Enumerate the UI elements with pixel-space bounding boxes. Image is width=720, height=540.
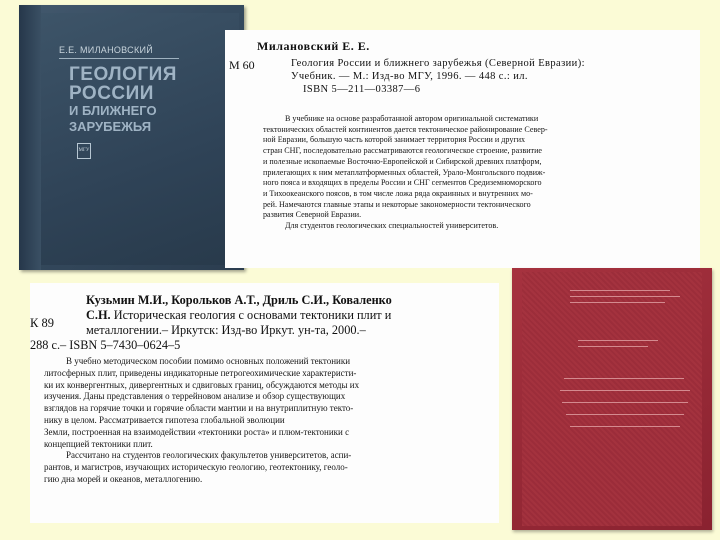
abstract-line: и полезные ископаемые Восточно-Европейской и Сибирской древних платформ, (263, 156, 542, 166)
biblio-line: ISBN 5—211—03387—6 (303, 84, 421, 95)
card-index-code: М 60 (229, 58, 255, 72)
book-cover-title (69, 65, 209, 135)
authors-line: С.Н. (86, 308, 111, 322)
abstract-line: Для студентов геологических специальностей университетов. (285, 221, 499, 231)
biblio-line: Учебник. — М.: Изд-во МГУ, 1996. — 448 с.: ил. (291, 71, 528, 82)
cover-rule (570, 426, 680, 427)
abstract-line: и Тихоокеанского поясов, в том числе ложа ряда окраинных и внутренних мо- (263, 188, 533, 198)
abstract-line: развития Северной Евразии. (263, 210, 362, 220)
authors-line: Кузьмин М.И., Корольков А.Т., Дриль С.И., Коваленко (86, 293, 392, 307)
card-index-code: К 89 (30, 316, 54, 330)
book-front (522, 272, 702, 526)
abstract-line: рантов, и магистров, изучающих историческую геологию, геотектонику, геоло- (44, 462, 348, 473)
book-spine (19, 5, 41, 270)
cover-subtitle-line: ЗАРУБЕЖЬЯ (69, 119, 152, 134)
desc-line: металлогении.– Иркутск: Изд-во Иркут. ун-та, 2000.– (86, 323, 366, 337)
abstract-line: изучения. Даны представления о террейновом анализе и обзор существующих (44, 391, 346, 402)
abstract-line: стран СНГ, последовательно рассматриваются геологическое строение, развитие (263, 146, 542, 156)
abstract-line: гию дна морей и океанов, металлогению. (44, 473, 203, 484)
cover-rule (570, 296, 680, 297)
abstract-line: концепцией тектоники плит. (44, 438, 153, 449)
card-abstract (263, 114, 697, 232)
book-cover-historical-geology (512, 268, 712, 530)
desc-line (86, 308, 496, 323)
abstract-line: взглядов на горячие точки и горячие области мантии и на внутриплитную текто- (44, 403, 354, 414)
cover-rule (570, 302, 665, 303)
cover-rule (578, 340, 658, 341)
cover-title-line: РОССИИ (69, 83, 154, 104)
publisher-emblem-icon: МГУ (77, 143, 91, 159)
card-biblio (291, 57, 695, 96)
abstract-line: В учебно методическом пособии помимо основных положений тектоники (66, 356, 351, 366)
bibliographic-card-2 (30, 283, 499, 523)
book-cover-author: Е.Е. МИЛАНОВСКИЙ (59, 45, 154, 55)
cover-rule (570, 290, 670, 291)
book-cover-geology-russia (19, 5, 244, 270)
cover-rule (560, 390, 690, 391)
cover-rule (59, 58, 179, 59)
cover-rule (566, 414, 684, 415)
biblio-line: Геология России и ближнего зарубежья (Северной Евразии): (291, 58, 585, 69)
abstract-line: Рассчитано на студентов геологических факультетов университетов, аспи- (66, 450, 352, 461)
cover-rule (578, 346, 648, 347)
abstract-line: нику в целом. Рассматривается гипотеза глобальной эволюции (44, 414, 285, 425)
abstract-line: Земли, построенная на взаимодействии «тектоники роста» и плюм-тектоники с (44, 426, 350, 437)
abstract-line: литосферных плит, приведены индикаторные петрогеохимические характеристи- (44, 367, 357, 378)
cover-rule (562, 402, 688, 403)
cover-rule (564, 378, 684, 379)
card-author-heading: Милановский Е. Е. (257, 39, 370, 53)
abstract-line: прилегающих к ним метаплатформенных областей, Урало-Монгольского подвиж- (263, 167, 546, 177)
abstract-line: ного пояса и входящих в пределы России и СНГ сегментов Средиземноморского (263, 178, 542, 188)
abstract-line: В учебнике на основе разработанной автором оригинальной систематики (285, 114, 539, 123)
abstract-line: ки их конвергентных, дивергентных и сдвиговых границ, обсуждаются методы их (44, 379, 360, 390)
bibliographic-card-1 (225, 30, 700, 268)
card-authors (86, 293, 491, 308)
cover-title-line: ГЕОЛОГИЯ (69, 64, 177, 85)
desc-line-text: Историческая геология с основами тектоники плит и (113, 308, 392, 322)
abstract-line: тектонических областей континентов дается тектоническое районирование Север- (263, 124, 548, 134)
abstract-line: ной Евразии, большую часть которой занимает территория России и других (263, 135, 526, 145)
desc-line: 288 с.– ISBN 5–7430–0624–5 (30, 338, 181, 352)
abstract-line: рей. Намечаются главные этапы и некоторые закономерности тектонического (263, 199, 531, 209)
card-abstract (44, 356, 496, 486)
cover-subtitle-line: И БЛИЖНЕГО (69, 103, 157, 118)
